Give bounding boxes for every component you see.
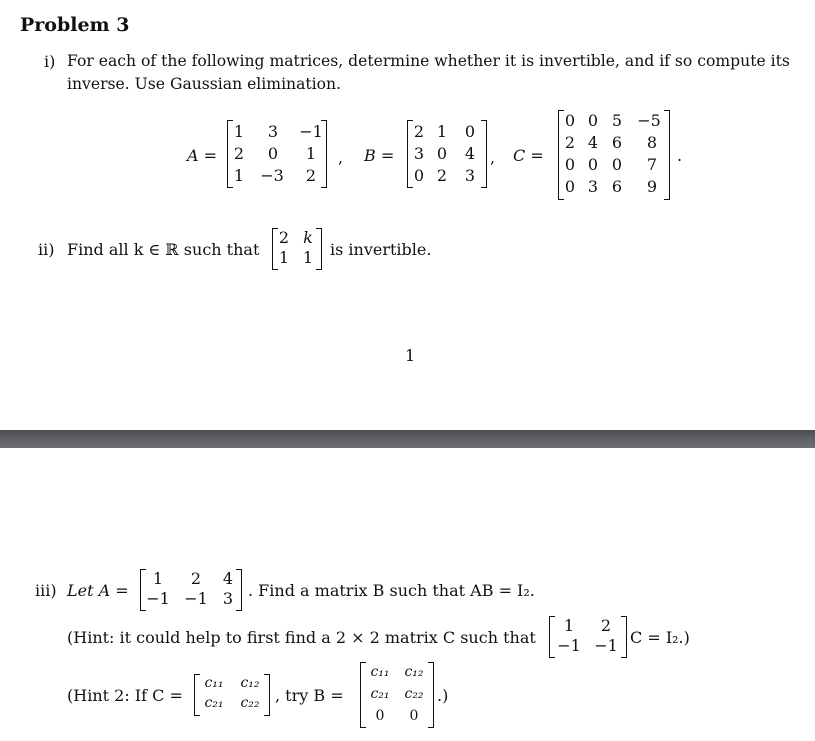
hint-1-matrix <box>549 616 627 658</box>
hint-2-mid-text: , try B = <box>275 686 344 705</box>
hint-2-matrix-c <box>194 674 270 716</box>
matrix-b-label: B = <box>364 146 395 165</box>
matrix-c-cell: 8 <box>646 133 658 152</box>
hint-2-matrix-b-cell: c₁₁ <box>370 664 390 680</box>
part-iii-label: iii) <box>35 581 57 600</box>
page-number: 1 <box>405 346 416 365</box>
part-iii-matrix-a <box>140 569 242 611</box>
comma: , <box>490 148 496 167</box>
matrix-c-cell: 9 <box>646 177 658 196</box>
matrix-c-cell: −5 <box>637 111 661 130</box>
hint-1-text: (Hint: it could help to first find a 2 × 2 matrix C such that <box>67 628 536 647</box>
matrix-a-cell: 0 <box>267 144 279 163</box>
matrix-a-cell: 3 <box>267 122 279 141</box>
hint-2-matrix-b <box>360 662 434 728</box>
matrix-b-cell: 0 <box>464 122 476 141</box>
matrix-a-cell: −1 <box>299 122 323 141</box>
part-iii-let: Let A = <box>67 581 129 600</box>
matrix-c-cell: 2 <box>564 133 576 152</box>
part-ii-matrix-cell: 2 <box>278 228 290 247</box>
hint-2-matrix-c-cell: c₂₂ <box>240 695 260 711</box>
matrix-c-cell: 0 <box>564 177 576 196</box>
hint-2-matrix-b-cell: 0 <box>375 708 385 724</box>
matrix-a-cell: 2 <box>233 144 245 163</box>
matrix-b <box>407 120 487 188</box>
part-ii-label: ii) <box>38 240 55 259</box>
problem-title: Problem 3 <box>20 14 130 36</box>
matrix-a-cell: 1 <box>305 144 317 163</box>
matrix-a <box>227 120 327 188</box>
hint-1-matrix-cell: −1 <box>594 636 618 655</box>
part-i-line2: inverse. Use Gaussian elimination. <box>67 75 342 93</box>
hint-2-matrix-b-cell: 0 <box>409 708 419 724</box>
matrix-a-cell: 1 <box>233 166 245 185</box>
period: . <box>677 146 683 165</box>
matrix-c-label: C = <box>513 146 544 165</box>
matrix-b-cell: 1 <box>436 122 448 141</box>
part-iii-matrix-a-cell: 3 <box>222 589 234 608</box>
comma: , <box>338 148 344 167</box>
hint-2-matrix-c-cell: c₁₂ <box>240 675 260 691</box>
matrix-c-cell: 6 <box>611 177 623 196</box>
hint-2-text: (Hint 2: If C = <box>67 686 183 705</box>
part-iii-matrix-a-cell: −1 <box>184 589 208 608</box>
part-i-label: i) <box>44 52 56 71</box>
matrix-c-cell: 0 <box>587 155 599 174</box>
matrix-c-cell: 7 <box>646 155 658 174</box>
matrix-b-cell: 0 <box>436 144 448 163</box>
part-iii-matrix-a-cell: −1 <box>146 589 170 608</box>
hint-2-matrix-b-cell: c₂₂ <box>404 686 424 702</box>
matrix-b-cell: 2 <box>436 166 448 185</box>
matrix-b-cell: 4 <box>464 144 476 163</box>
matrix-a-cell: 2 <box>305 166 317 185</box>
part-iii-matrix-a-cell: 4 <box>222 569 234 588</box>
part-i-line1: For each of the following matrices, determine whether it is invertible, and if so compute its <box>67 52 790 70</box>
matrix-c-cell: 0 <box>564 155 576 174</box>
matrix-b-cell: 3 <box>413 144 425 163</box>
part-ii-text: Find all k ∈ ℝ such that <box>67 240 260 259</box>
hint-2-matrix-b-cell: c₁₂ <box>404 664 424 680</box>
matrix-b-cell: 3 <box>464 166 476 185</box>
part-iii-find-text: . Find a matrix B such that AB = I₂. <box>248 581 535 600</box>
hint-2-matrix-c-cell: c₂₁ <box>204 695 224 711</box>
matrix-a-cell: 1 <box>233 122 245 141</box>
hint-2-text-after: .) <box>437 686 449 705</box>
matrix-c-cell: 6 <box>611 133 623 152</box>
hint-2-matrix-b-cell: c₂₁ <box>370 686 390 702</box>
part-ii-matrix-cell: 1 <box>278 248 290 267</box>
matrix-c-cell: 5 <box>611 111 623 130</box>
part-ii-matrix <box>272 228 322 270</box>
part-ii-matrix-cell: 1 <box>302 248 314 267</box>
hint-1-matrix-cell: −1 <box>557 636 581 655</box>
hint-2-matrix-c-cell: c₁₁ <box>204 675 224 691</box>
page-divider <box>0 430 815 448</box>
matrix-c-cell: 0 <box>611 155 623 174</box>
matrix-b-cell: 2 <box>413 122 425 141</box>
part-ii-matrix-cell: k <box>303 228 313 247</box>
matrix-c-cell: 4 <box>587 133 599 152</box>
matrix-c <box>558 110 670 200</box>
matrix-a-cell: −3 <box>260 166 284 185</box>
matrix-a-label: A = <box>187 146 218 165</box>
matrix-c-cell: 0 <box>587 111 599 130</box>
hint-1-text-after: C = I₂.) <box>630 628 690 647</box>
matrix-b-cell: 0 <box>413 166 425 185</box>
part-iii-matrix-a-cell: 1 <box>152 569 164 588</box>
part-ii-text-after: is invertible. <box>330 240 432 259</box>
part-iii-matrix-a-cell: 2 <box>190 569 202 588</box>
hint-1-matrix-cell: 1 <box>563 616 575 635</box>
matrix-c-cell: 3 <box>587 177 599 196</box>
matrix-c-cell: 0 <box>564 111 576 130</box>
hint-1-matrix-cell: 2 <box>600 616 612 635</box>
